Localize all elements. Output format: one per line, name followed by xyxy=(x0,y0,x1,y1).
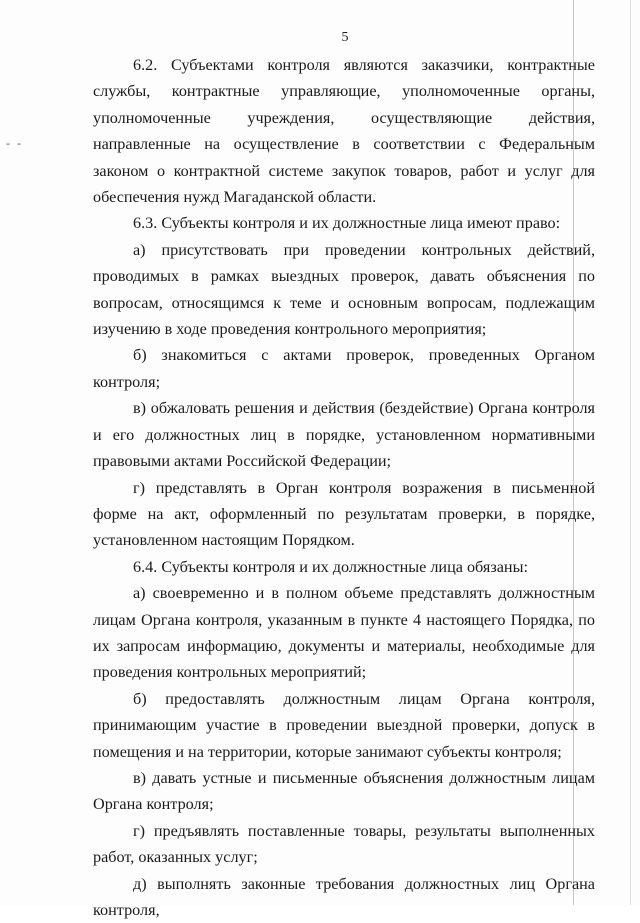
paragraph-6-4-b: б) предоставлять должностным лицам Органа контроля, принимающим участие в проведении выездной проверки, допуск в помещения и на территории, которые занимают субъекты контроля; xyxy=(93,689,595,761)
paragraph-6-3-a: а) присутствовать при проведении контрольных действий, проводимых в рамках выездных проверок, давать объяснения по вопросам, относящимся к теме и основным вопросам, подлежащим изучению в ходе проведения контрольного мероприятия; xyxy=(93,240,595,339)
scan-artifact-edge xyxy=(630,0,631,905)
paragraph-6-3: 6.3. Субъекты контроля и их должностные лица имеют право: xyxy=(133,214,561,233)
paragraph-6-4-d: д) выполнять законные требования должностных лиц Органа контроля, xyxy=(93,874,595,919)
page-number: 5 xyxy=(341,30,349,45)
paragraph-6-4-g: г) предъявлять поставленные товары, результаты выполненных работ, оказанных услуг; xyxy=(93,821,595,867)
paragraph-6-3-g: г) представлять в Орган контроля возражения в письменной форме на акт, оформленный по результатам проверки, в порядке, установленном настоящим Порядком. xyxy=(93,478,595,550)
paragraph-6-3-b: б) знакомиться с актами проверок, проведенных Органом контроля; xyxy=(93,346,595,391)
paragraph-6-4: 6.4. Субъекты контроля и их должностные лица обязаны: xyxy=(133,557,528,576)
paragraph-6-4-v: в) давать устные и письменные объяснения должностным лицам Органа контроля; xyxy=(93,768,595,814)
paragraph-6-3-v: в) обжаловать решения и действия (бездействие) Органа контроля и его должностных лиц в порядке, установленном нормативными правовыми актами Российской Федерации; xyxy=(93,399,595,471)
paragraph-6-4-a: а) своевременно и в полном объеме представлять должностным лицам Органа контроля, указанным в пункте 4 настоящего Порядка, по их запросам информацию, документы и материалы, необходимые для проведения контрольных мероприятий; xyxy=(93,584,595,682)
document-body xyxy=(93,52,595,923)
paragraph-6-2: 6.2. Субъектами контроля являются заказчики, контрактные службы, контрактные управляющие, уполномоченные органы, уполномоченные учреждения, осуществляющие действия, направленные на осуществление в соответствии с Федеральным законом о контрактной системе закупок товаров, работ и услуг для обеспечения нужд Магаданской области. xyxy=(93,56,595,207)
margin-mark: - - xyxy=(6,136,23,150)
